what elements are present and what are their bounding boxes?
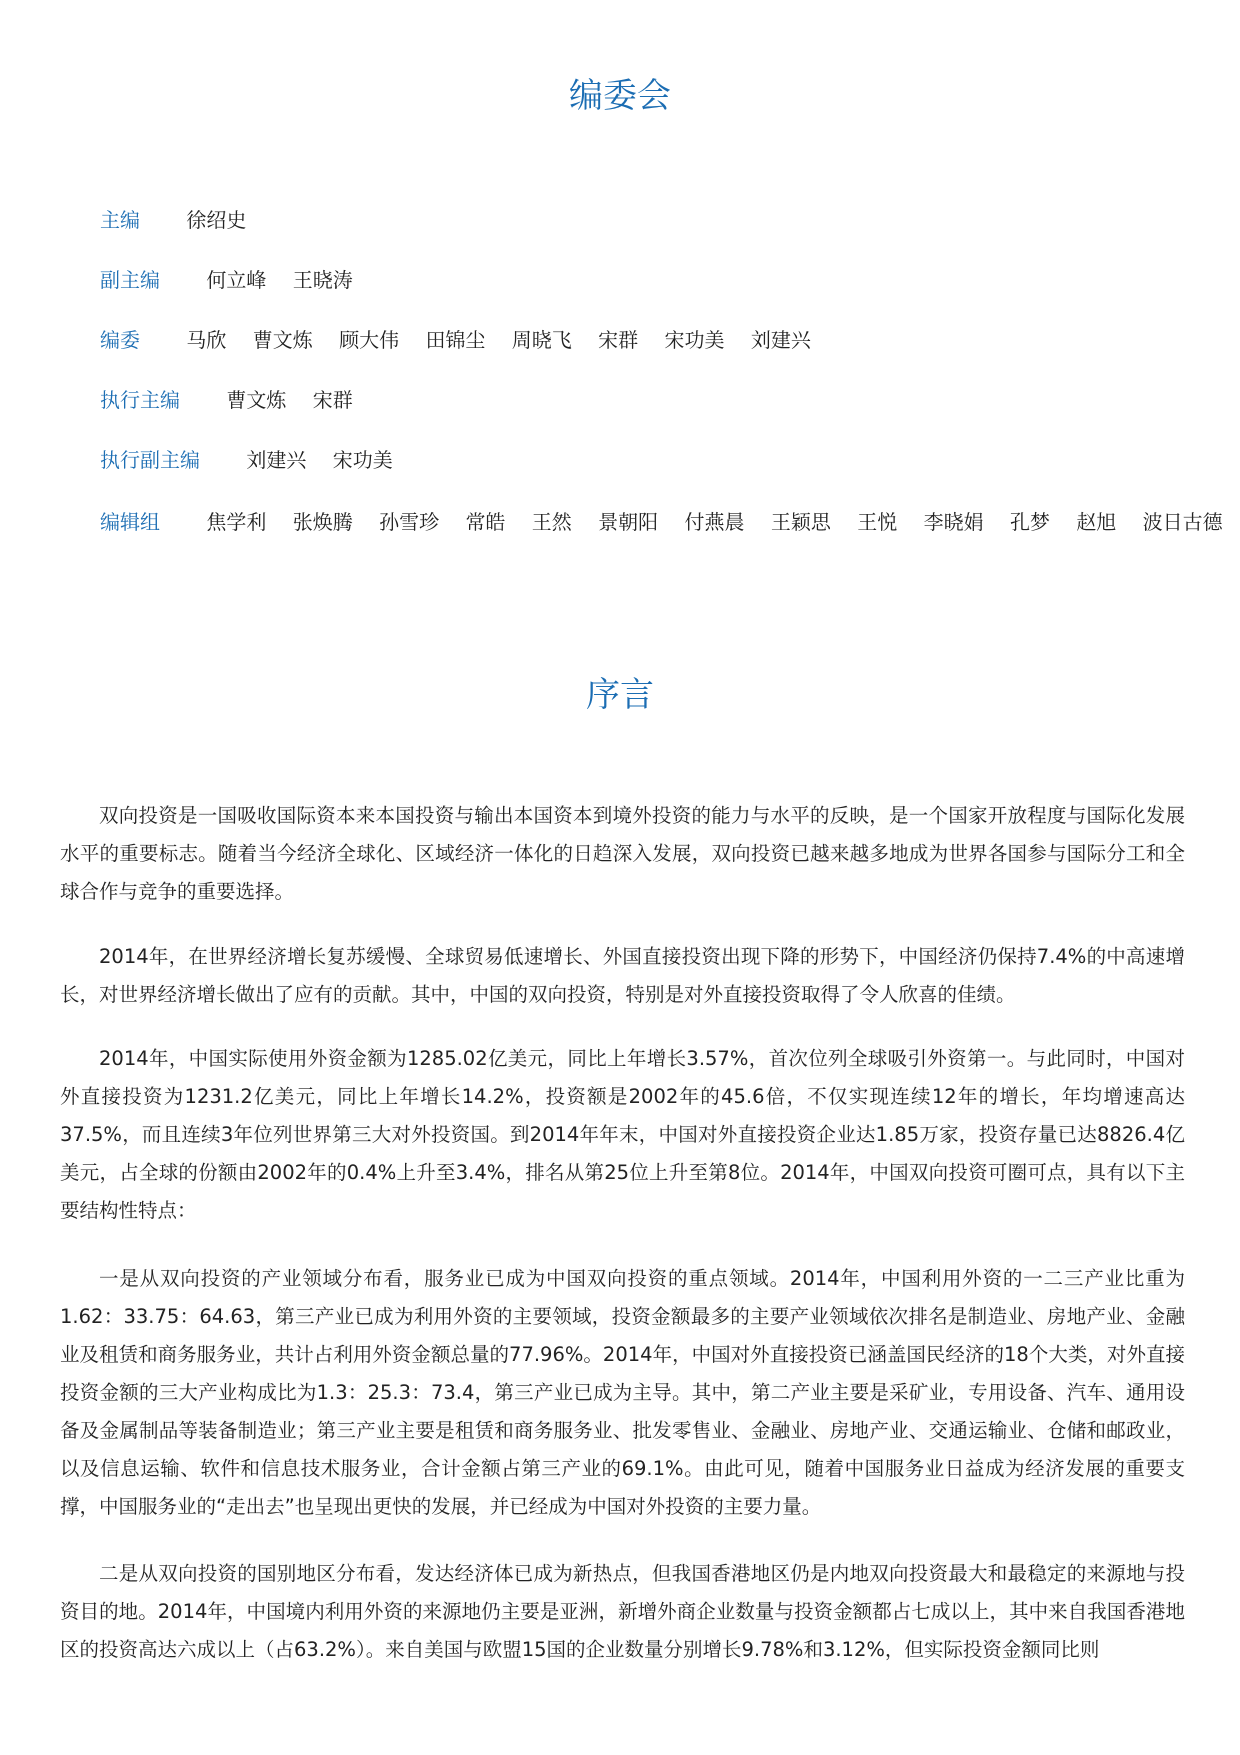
preface-paragraph (60, 1555, 1185, 1669)
names-list (206, 265, 372, 295)
member-name: 宋群 (312, 388, 353, 412)
member-name: 波日古德 (1142, 510, 1223, 534)
names-list (226, 385, 372, 415)
member-name: 田锦尘 (425, 328, 486, 352)
member-name: 孙雪珍 (379, 510, 440, 534)
names-list (186, 325, 831, 355)
member-name: 马欣 (186, 328, 227, 352)
member-name: 付燕晨 (684, 510, 745, 534)
committee-title: 编委会 (569, 76, 671, 116)
preface-paragraph (60, 1260, 1185, 1526)
member-name: 刘建兴 (246, 448, 307, 472)
committee-row-deputy-chief-editor (100, 265, 373, 295)
member-name: 宋群 (598, 328, 639, 352)
committee-row-editing-group (100, 507, 1240, 537)
paragraph-text: 2014年，中国实际使用外资金额为1285.02亿美元，同比上年增长3.57%，首次位列全球吸引外资第一。与此同时，中国对外直接投资为1231.2亿美元，同比上年增长14.2%，投资额是2002年的45.6倍，不仅实现连续12年的增长，年均增速高达37.5%，而且连续3年位列世界第三大对外投资国。到2014年年末，中国对外直接投资企业达1.85万家，投资存量已达8826.4亿美元，占全球的份额由2002年的0.4%上升至3.4%，排名从第25位上升至第8位。2014年，中国双向投资可圈可点，具有以下主要结构性特点： (60, 1047, 1185, 1222)
member-name: 焦学利 (206, 510, 267, 534)
member-name: 张焕腾 (292, 510, 353, 534)
member-name: 李晓娟 (923, 510, 984, 534)
committee-row-editorial-board (100, 325, 831, 355)
member-name: 徐绍史 (186, 208, 247, 232)
member-name: 曹文炼 (252, 328, 313, 352)
committee-row-executive-deputy-editor (100, 445, 413, 475)
member-name: 宋功美 (664, 328, 725, 352)
member-name: 周晓飞 (511, 328, 572, 352)
names-list (246, 445, 412, 475)
paragraph-text: 双向投资是一国吸收国际资本来本国投资与输出本国资本到境外投资的能力与水平的反映，是一个国家开放程度与国际化发展水平的重要标志。随着当今经济全球化、区域经济一体化的日趋深入发展，双向投资已越来越多地成为世界各国参与国际分工和全球合作与竞争的重要选择。 (60, 804, 1185, 903)
member-name: 何立峰 (206, 268, 267, 292)
role-label: 编委 (100, 328, 140, 352)
role-label: 执行副主编 (100, 448, 200, 472)
paragraph-text: 一是从双向投资的产业领域分布看，服务业已成为中国双向投资的重点领域。2014年，中国利用外资的一二三产业比重为1.62：33.75：64.63，第三产业已成为利用外资的主要领域，投资金额最多的主要产业领域依次排名是制造业、房地产业、金融业及租赁和商务服务业，共计占利用外资金额总量的77.96%。2014年，中国对外直接投资已涵盖国民经济的18个大类，对外直接投资金额的三大产业构成比为1.3：25.3：73.4，第三产业已成为主导。其中，第二产业主要是采矿业，专用设备、汽车、通用设备及金属制品等装备制造业；第三产业主要是租赁和商务服务业、批发零售业、金融业、房地产业、交通运输业、仓储和邮政业，以及信息运输、软件和信息技术服务业，合计金额占第三产业的69.1%。由此可见，随着中国服务业日益成为经济发展的重要支撑，中国服务业的“走出去”也呈现出更快的发展，并已经成为中国对外投资的主要力量。 (60, 1267, 1185, 1518)
member-name: 王颖思 (770, 510, 831, 534)
member-name: 景朝阳 (598, 510, 659, 534)
paragraph-text: 2014年，在世界经济增长复苏缓慢、全球贸易低速增长、外国直接投资出现下降的形势下，中国经济仍保持7.4%的中高速增长，对世界经济增长做出了应有的贡献。其中，中国的双向投资，特别是对外直接投资取得了令人欣喜的佳绩。 (60, 945, 1185, 1006)
member-name: 王晓涛 (292, 268, 353, 292)
preface-paragraph (60, 797, 1185, 911)
names-list (206, 507, 1240, 537)
member-name: 王然 (531, 510, 572, 534)
role-label: 执行主编 (100, 388, 180, 412)
preface-paragraph (60, 938, 1185, 1014)
role-label: 编辑组 (100, 510, 160, 534)
member-name: 顾大伟 (339, 328, 400, 352)
role-label: 主编 (100, 208, 140, 232)
member-name: 常皓 (465, 510, 506, 534)
role-label: 副主编 (100, 268, 160, 292)
committee-row-chief-editor (100, 205, 266, 235)
committee-row-executive-editor (100, 385, 373, 415)
names-list (186, 205, 266, 235)
member-name: 赵旭 (1076, 510, 1117, 534)
preface-paragraph (60, 1040, 1185, 1230)
paragraph-text: 二是从双向投资的国别地区分布看，发达经济体已成为新热点，但我国香港地区仍是内地双向投资最大和最稳定的来源地与投资目的地。2014年，中国境内利用外资的来源地仍主要是亚洲，新增外商企业数量与投资金额都占七成以上，其中来自我国香港地区的投资高达六成以上（占63.2%）。来自美国与欧盟15国的企业数量分别增长9.78%和3.12%，但实际投资金额同比则 (60, 1562, 1185, 1661)
member-name: 宋功美 (332, 448, 393, 472)
preface-title: 序言 (586, 675, 654, 715)
member-name: 曹文炼 (226, 388, 287, 412)
member-name: 王悦 (857, 510, 898, 534)
member-name: 孔梦 (1009, 510, 1050, 534)
member-name: 刘建兴 (750, 328, 811, 352)
